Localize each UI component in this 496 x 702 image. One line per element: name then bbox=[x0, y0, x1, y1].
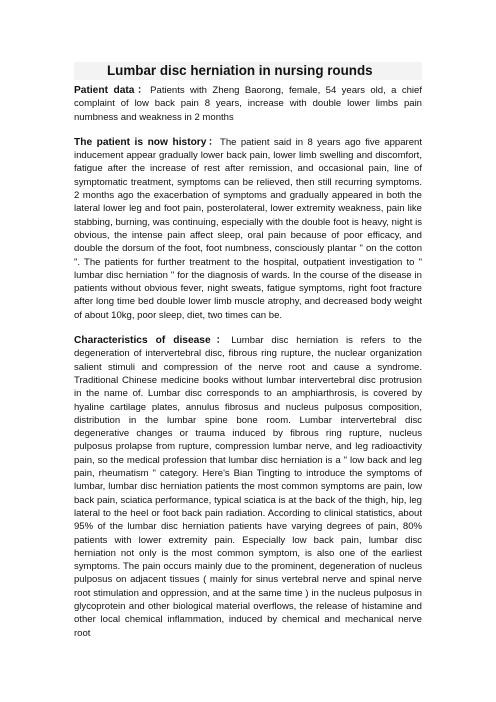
section-heading: Patient data： bbox=[74, 85, 151, 96]
section-body: The patient said in 8 years ago five apparent inducement appear gradually lower back pain, lower limb swelling and discomfort, fatigue after the increase of rest after remission, and occasional pain, line of symptomatic treatment, symptoms can be relieved, then still recurring symptoms. 2 months ago the exacerbation of symptoms and gradually appeared in both the lateral lower leg and foot pain, posterolateral, lower extremity weakness, pain like stabbing, burning, was continuing, especially with the double foot is heavy, night is obvious, the intense pain affect sleep, oral pain because of poor efficacy, and double the dorsum of the foot, foot numbness, consciously plantar " on the cotton ". The patients for further treatment to the hospital, outpatient investigation to " lumbar disc herniation " for the diagnosis of wards. In the course of the disease in patients without obvious fever, night sweats, fatigue symptoms, right foot fracture after long time bed double lower limb muscle atrophy, and decreased body weight of about 10kg, poor sleep, diet, two times can be. bbox=[74, 136, 422, 321]
document-page bbox=[74, 62, 422, 640]
section-body: Lumbar disc herniation is refers to the degeneration of intervertebral disc, fibrous ring rupture, the nuclear organization salient stimuli and compression of the nerve root and cause a syndrome. Traditional Chinese medicine books without lumbar intervertebral disc protrusion in the name of. Lumbar disc corresponds to an amphiarthrosis, is covered by hyaline cartilage plates, annulus fibrosus and nucleus pulposus composition, distribution in the lumbar spine bone room. Lumbar intervertebral disc degenerative changes or trauma induced by fibrous ring rupture, nucleus pulposus prolapse from rupture, compression lumbar nerve, and leg radioactivity pain, so the medical profession that lumbar disc herniation is a " low back and leg pain, rheumatism " category. Here's Bian Tingting to introduce the symptoms of lumbar, lumbar disc herniation patients the most common symptoms are pain, low back pain, sciatica performance, typical sciatica is at the back of the thigh, hip, leg lateral to the heel or foot back pain radiation. According to clinical statistics, about 95% of the lumbar disc herniation patients have varying degrees of pain, 80% patients with lower extremity pain. Especially low back pain, lumbar disc herniation not only is the most common symptom, is also one of the earliest symptoms. The pain occurs mainly due to the prominent, degeneration of nucleus pulposus on adjacent tissues ( mainly for sinus vertebral nerve and spinal nerve root stimulation and oppression, and at the same time ) in the nucleus pulposus in glycoprotein and other biological material overflows, the release of histamine and other local chemical inflammation, induced by chemical and mechanical nerve root bbox=[74, 335, 422, 639]
section-patient-data bbox=[74, 84, 422, 124]
section-body: Patients with Zheng Baorong, female, 54 years old, a chief complaint of low back pain 8 years, increase with double lower limbs pain numbness and weakness in 2 months bbox=[74, 85, 423, 123]
section-history bbox=[74, 136, 422, 322]
section-heading: The patient is now history： bbox=[74, 136, 221, 148]
section-characteristics bbox=[74, 334, 422, 640]
document-title: Lumbar disc herniation in nursing rounds bbox=[74, 62, 422, 80]
section-heading: Characteristics of disease： bbox=[74, 335, 232, 347]
